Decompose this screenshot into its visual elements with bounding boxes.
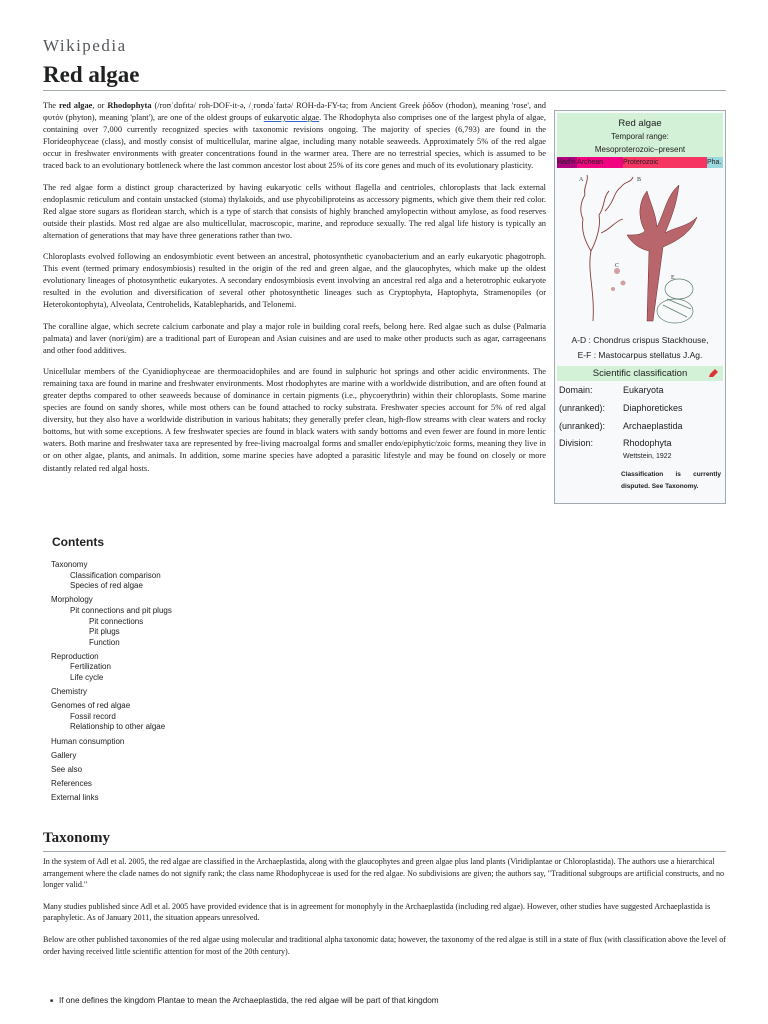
toc-item[interactable]: Fertilization [70, 662, 111, 672]
text: (/roʊˈdɒfɪtə/ roh-DOF-it-ə, /ˌroʊdəˈfaɪtə/ ROH-də-FY-tə; from Ancient Greek ῥόδον (rhodon), meaning 'rose', and φυτόν (phyton), meaning 'plant'), are one of the oldest groups of [43, 101, 546, 123]
toc-item[interactable]: Relationship to other algae [70, 722, 166, 732]
intro-paragraph-2: The red algae form a distinct group characterized by having eukaryotic cells without flagella and centrioles, chloroplasts that lack external endoplasmic reticulum and contain unstacked (stoma) thylakoids, and use phycobiliproteins as accessory pigments, which give them their red color. Red algae store sugars as floridean starch, which is a type of starch that consists of highly branched amylopectin without amylose, as food reserves outside their plastids. Most red algae are also multicellular, macroscopic, marine, and reproduce sexually. The red algal life history is typically an alternation of generations that may have three generations rather than two. [43, 182, 546, 240]
toc-title: Contents [52, 535, 104, 549]
toc-item[interactable]: See also [51, 764, 83, 774]
svg-text:E: E [671, 275, 675, 281]
row-value: Rhodophyta [623, 438, 672, 448]
caption-line-1: A-D : Chondrus crispus Stackhouse, [571, 335, 709, 345]
row-key: Domain: [559, 385, 593, 395]
toc-item[interactable]: Taxonomy [51, 560, 88, 569]
toc-item[interactable]: Reproduction [51, 651, 99, 661]
row-value[interactable]: Archaeplastida [623, 421, 683, 431]
eon-proterozoic[interactable]: Proterozoic [623, 157, 707, 168]
page-title: Red algae [43, 62, 140, 87]
intro-paragraph-5: Unicellular members of the Cyanidiophyceae are thermoacidophiles and are found in sulphuric hot springs and other acidic environments. The remaining taxa are found in marine and freshwater environments. Most rhodophytes are marine with a worldwide distribution, and are often found at greater depths compared to other seaweeds because of dominance in certain pigments (i.e., phycoerythrin) within their chloroplasts. Some marine species are found on sandy shores, while most others can be found attached to rocky substrata. Freshwater species account for 5% of red algal diversity, but they also have a worldwide distribution in various habitats; they generally prefer clean, high-flow streams with clear waters and rocky bottoms, but with some exceptions. A few freshwater species are found in black waters with sandy bottoms and even fewer are found in more lentic waters. Both marine and freshwater taxa are represented by free-living macroalgal forms and smaller endo/epiphytic/zoic forms, meaning they live in or on other algae, plants, and animals. In addition, some marine species have adopted a parasitic lifestyle and may be found on closely or more distantly related red algal hosts. [43, 366, 546, 473]
svg-text:B: B [637, 177, 642, 183]
intro-paragraph-3: Chloroplasts evolved following an endosymbiotic event between an ancestral, photosynthetic cyanobacterium and an early eukaryotic phagotroph. This event (termed primary endosymbiosis) resulted in the origin of the red and green algae, and the glaucophytes, which make up the oldest evolutionary lineages of photosynthetic eukaryotes. A secondary endosymbiosis event involving an ancestral red alga and a heterotrophic eukaryote resulted in the evolution and diversification of several other photosynthetic lineages such as Cryptophyta, Haptophyta, Stramenopiles (or Heterokontophyta), Alveolata, Centrohelids, Katablepharids, and Telonemi. [43, 252, 546, 310]
bold-term-rhodophyta: Rhodophyta [107, 101, 152, 110]
taxonomy-bullet-1: ■ If one defines the kingdom Plantae to mean the Archaeplastida, the red algae will be part of that kingdom [50, 996, 439, 1005]
toc-item[interactable]: References [51, 778, 92, 788]
temporal-range-label: Temporal range: [611, 132, 669, 141]
toc-item[interactable]: Chemistry [51, 687, 88, 697]
table-of-contents [44, 530, 176, 815]
toc-item[interactable]: Function [89, 637, 120, 647]
eon-archean[interactable]: Archean [577, 157, 623, 168]
edit-pencil-icon[interactable] [708, 369, 718, 378]
title-divider [43, 90, 726, 91]
section-divider [43, 851, 726, 852]
bold-term-red-algae: red algae [58, 101, 93, 110]
eon-phanerozoic[interactable]: Pha. [707, 159, 722, 166]
sci-class-label: Scientific classification [592, 368, 688, 379]
text: . The Rhodophyta also comprises one of the largest phyla of algae, containing over 7,000 currently recognized species with taxonomic revisions ongoing. The majority of species (6,793) are found in the Florideophyceae (class), and mostly consist of multicellular, marine algae, including many notable seaweeds. Approximately 5% of the red algae occur in freshwater environments with greater concentrations found in the warmer area. There are no terrestrial species, which is assumed to be traced back to an evolutionary bottleneck where the last common ancestor lost about 25% of its core genes and much of its evolutionary plasticity. [43, 113, 546, 171]
section-heading-taxonomy: Taxonomy [43, 830, 110, 846]
intro-paragraph-1 [43, 100, 546, 173]
row-value[interactable]: Diaphoretickes [623, 403, 683, 413]
toc-item[interactable]: Pit connections [89, 616, 144, 626]
taxonomy-paragraph-3: Below are other published taxonomies of the red algae using molecular and traditional alpha taxonomic data; however, the taxonomy of the red algae is still in a state of flux (with classification above the level of order having received little scientific attention for most of the 20th century). [43, 934, 726, 956]
authority-value: Wettstein, 1922 [623, 453, 672, 460]
row-key: (unranked): [559, 403, 606, 413]
text: The [43, 101, 59, 110]
scientific-classification-header [557, 366, 723, 381]
geologic-timebar[interactable] [557, 157, 723, 168]
text: , or [92, 101, 108, 110]
caption-line-2: E-F : Mastocarpus stellatus J.Ag. [577, 350, 703, 360]
eon-hadean[interactable]: Had'n [557, 159, 576, 166]
toc-item[interactable]: Pit plugs [89, 627, 120, 637]
svg-text:C: C [615, 263, 620, 269]
row-key: (unranked): [559, 421, 606, 431]
toc-item[interactable]: Genomes of red algae [51, 701, 131, 711]
toc-item[interactable]: Fossil record [70, 711, 116, 721]
toc-item[interactable]: Gallery [51, 750, 77, 760]
toc-item[interactable]: Human consumption [51, 736, 125, 746]
taxonomy-paragraph-2: Many studies published since Adl et al. 2005 have provided evidence that is in agreement for monophyly in the Archaeplastida (including red algae). However, other studies have suggested Archaeplastida is paraphyletic. As of January 2011, the situation appears unresolved. [43, 901, 711, 923]
temporal-range-value[interactable]: Mesoproterozoic–present [594, 145, 686, 154]
row-key: Division: [559, 438, 594, 448]
classification-note: Classification is currently disputed. See Taxonomy. [621, 471, 721, 490]
toc-item[interactable]: Pit connections and pit plugs [70, 605, 172, 615]
red-algae-illustration[interactable] [575, 171, 705, 329]
toc-item[interactable]: Classification comparison [70, 570, 161, 580]
toc-item[interactable]: Morphology [51, 595, 93, 605]
toc-item[interactable]: External links [51, 792, 99, 802]
taxonomy-paragraph-1: In the system of Adl et al. 2005, the red algae are classified in the Archaeplastida, along with the glaucophytes and green algae plus land plants (Viridiplantae or Chloroplastida). The authors use a hierarchical arrangement where the clade names do not signify rank; the class name Rhodophyceae is used for the red algae. No subdivisions are given; the authors say, "Traditional subgroups are artificial constructs, and no longer valid." [43, 857, 725, 890]
toc-item[interactable]: Species of red algae [70, 581, 143, 591]
intro-section [43, 100, 546, 484]
image-caption [555, 333, 725, 363]
taxobox [554, 110, 726, 504]
intro-paragraph-4: The coralline algae, which secrete calcium carbonate and play a major role in building coral reefs, belong here. Red algae such as dulse (Palmaria palmata) and laver (nori/gim) are a traditional part of European and Asian cuisines and are used to make other products such as agar, carrageenans and other food additives. [43, 321, 546, 355]
link-eukaryotic-algae[interactable]: eukaryotic algae [263, 113, 320, 123]
taxonomy-section [43, 856, 733, 967]
svg-text:A: A [579, 177, 584, 183]
toc-item[interactable]: Life cycle [70, 673, 104, 682]
taxobox-title: Red algae [618, 118, 662, 129]
row-value[interactable]: Eukaryota [623, 385, 664, 395]
wikipedia-wordmark[interactable]: Wikipedia [43, 36, 127, 55]
